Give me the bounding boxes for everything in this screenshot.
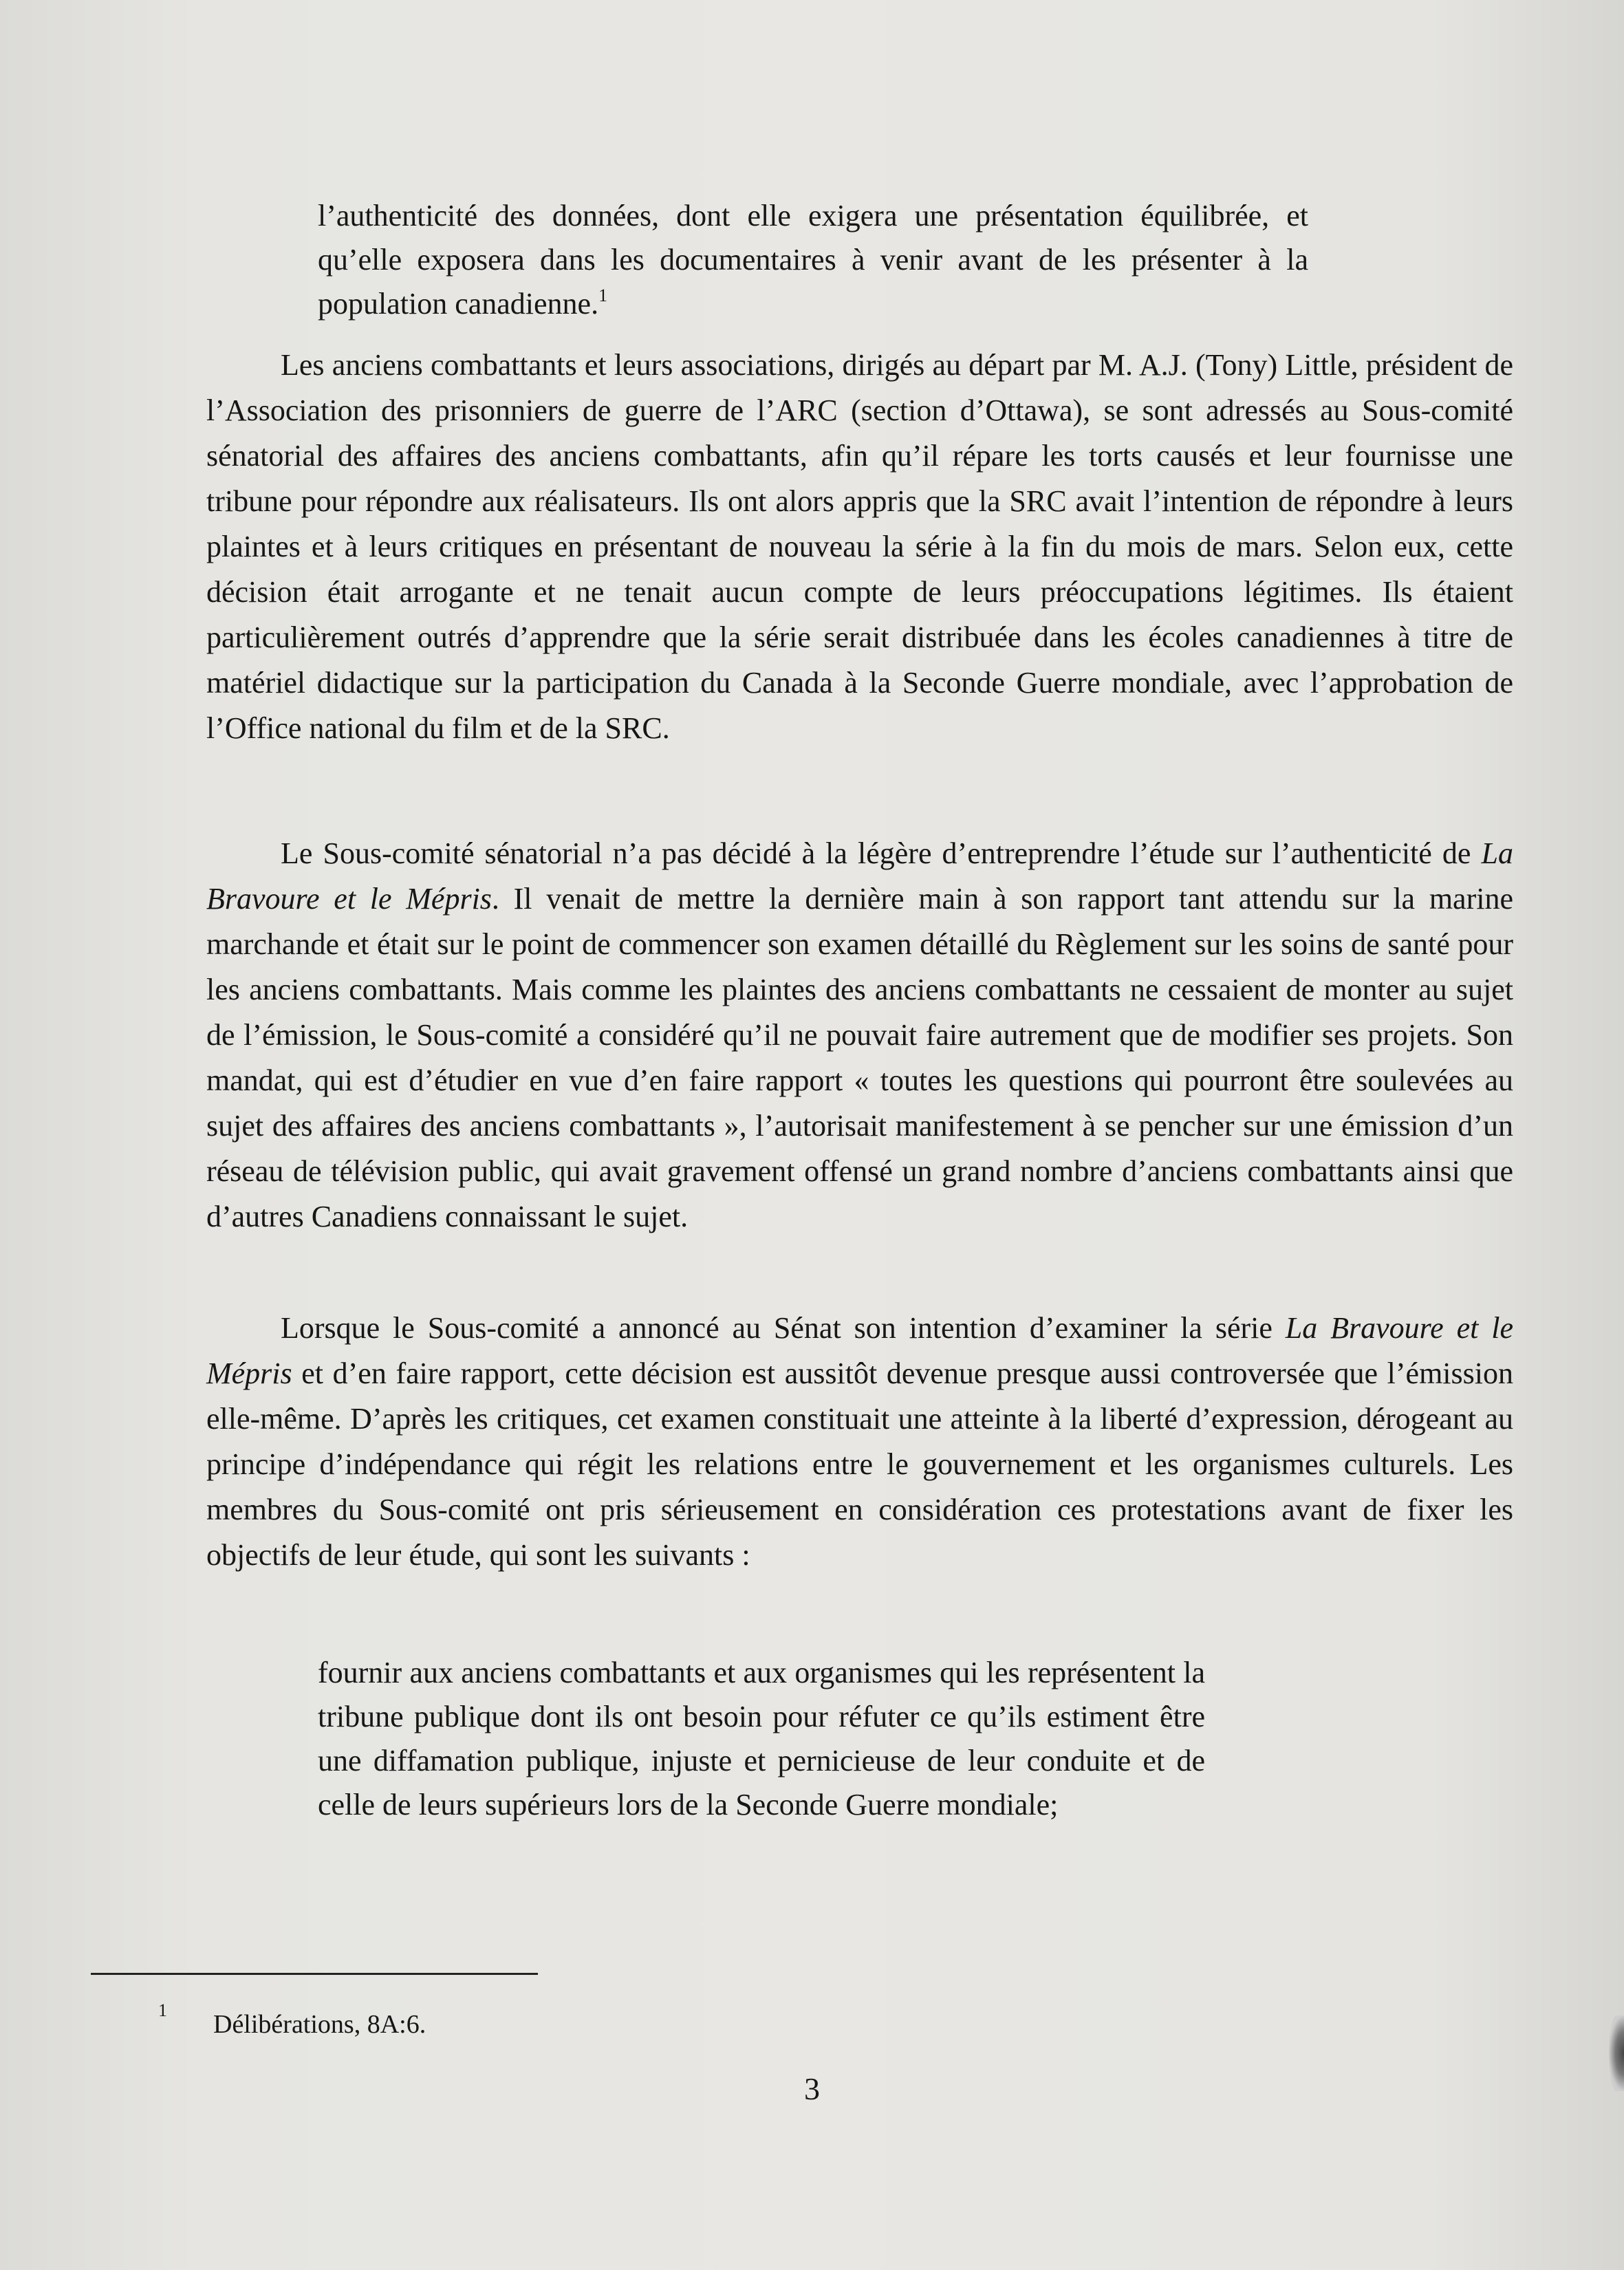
quote-continuation — [318, 194, 1308, 326]
paragraph-3-text-b: et d’en faire rapport, cette décision est aussitôt devenue presque aussi controversée que l’émission elle-même. D’après les critiques, cet examen constituait une atteinte à la liberté d’expression, dérogeant au principe d’indépendance qui régit les relations entre le gouvernement et les organismes culturels. Les membres du Sous-comité ont pris sérieusement en considération ces protestations avant de fixer les objectifs de leur étude, qui sont les suivants : — [206, 1356, 1513, 1572]
paragraph-2-text-a: Le Sous-comité sénatorial n’a pas décidé à la légère d’entreprendre l’étude sur l’authenticité de — [281, 836, 1482, 870]
paragraph-3-text-a: Lorsque le Sous-comité a annoncé au Sénat son intention d’examiner la série — [281, 1311, 1286, 1345]
series-title: La Bravoure et le Mépris — [206, 836, 1513, 916]
footnote-reference: 1 — [598, 285, 608, 305]
binder-clip-mark — [1609, 2015, 1624, 2091]
footnote-content: Délibérations, 8A:6. — [213, 2010, 426, 2039]
paragraph-3 — [206, 1306, 1513, 1578]
footnote-mark: 1 — [158, 2000, 167, 2020]
footnote-divider — [91, 1973, 538, 1975]
page-number: 3 — [804, 2071, 820, 2106]
paragraph-1: Les anciens combattants et leurs associations, dirigés au départ par M. A.J. (Tony) Little, président de l’Association des prisonniers de guerre de l’ARC (section d’Ottawa), se sont adressés au Sous-comité sénatorial des affaires des anciens combattants, afin qu’il répare les torts causés et leur fournisse une tribune pour répondre aux réalisateurs. Ils ont alors appris que la SRC avait l’intention de répondre à leurs plaintes et à leurs critiques en présentant de nouveau la série à la fin du mois de mars. Selon eux, cette décision était arrogante et ne tenait aucun compte de leurs préoccupations légitimes. Ils étaient particulièrement outrés d’apprendre que la série serait distribuée dans les écoles canadiennes à titre de matériel didactique sur la participation du Canada à la Seconde Guerre mondiale, avec l’approbation de l’Office national du film et de la SRC. — [206, 348, 1513, 745]
footnote-text — [213, 2007, 426, 2042]
paragraph-2-text-b: . Il venait de mettre la dernière main à son rapport tant attendu sur la marine marchande et était sur le point de commencer son examen détaillé du Règlement sur les soins de santé pour les anciens combattants. Mais comme les plaintes des anciens combattants ne cessaient de monter au sujet de l’émission, le Sous-comité a considéré qu’il ne pouvait faire autrement que de modifier ses projets. Son mandat, qui est d’étudier en vue d’en faire rapport « toutes les questions qui pourront être soulevées au sujet des affaires des anciens combattants », l’autorisait manifestement à se pencher sur une émission d’un réseau de télévision public, qui avait gravement offensé un grand nombre d’anciens combattants ainsi que d’autres Canadiens connaissant le sujet. — [206, 882, 1513, 1233]
series-title: La Bravoure et le Mépris — [206, 1311, 1513, 1390]
objective-item-1: fournir aux anciens combattants et aux organismes qui les représentent la tribune publique dont ils ont besoin pour réfuter ce qu’ils estiment être une diffamation publique, injuste et pernicieuse de leur conduite et de celle de leurs supérieurs lors de la Seconde Guerre mondiale; — [318, 1656, 1205, 1822]
paragraph-2 — [206, 831, 1513, 1240]
quote-text: l’authenticité des données, dont elle exigera une présentation équilibrée, et qu’elle exposera dans les documentaires à venir avant de les présenter à la population canadienne. — [318, 199, 1308, 321]
